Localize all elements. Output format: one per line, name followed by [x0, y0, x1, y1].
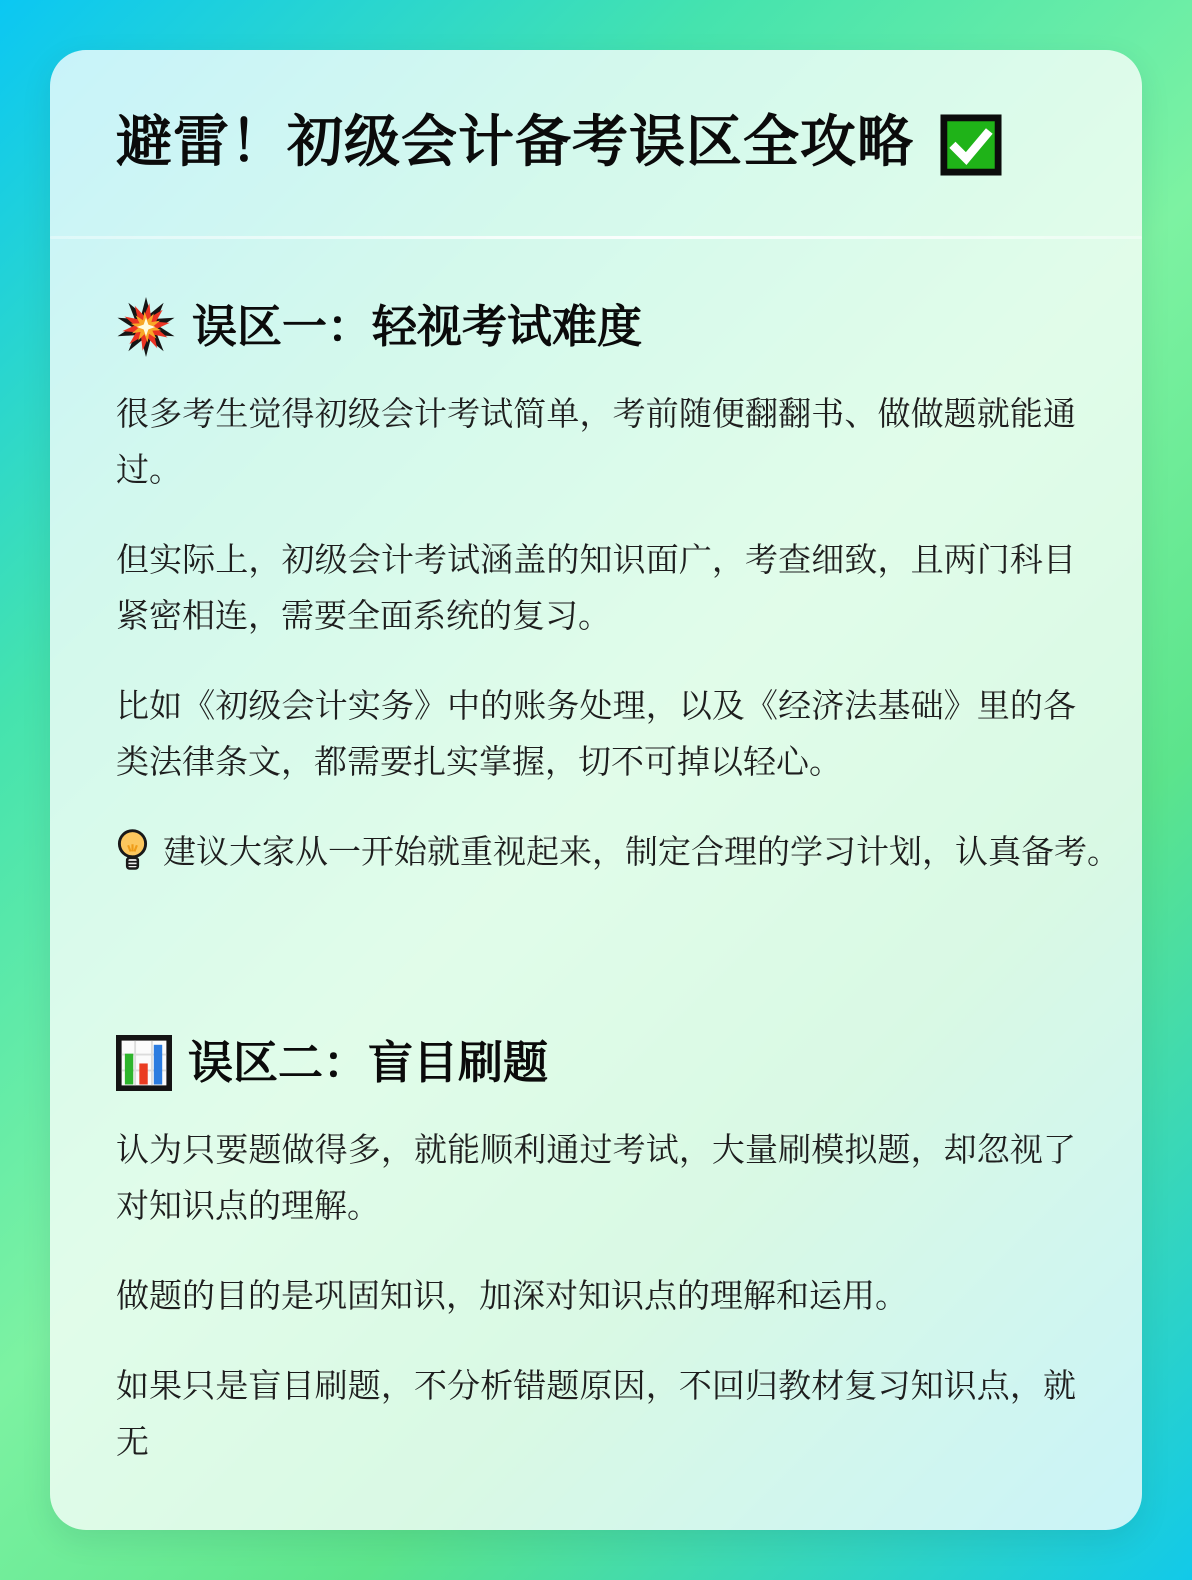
- collision-icon: [116, 297, 176, 357]
- section-1-heading-text: 误区一：轻视考试难度: [192, 302, 643, 352]
- section-2-heading: [116, 1031, 1076, 1095]
- paragraph: 但实际上，初级会计考试涵盖的知识面广，考查细致，且两门科目紧密相连，需要全面系统的复习。: [116, 543, 1076, 635]
- content-card: [50, 50, 1142, 1530]
- paragraph: 如果只是盲目刷题，不分析错题原因，不回归教材复习知识点，就无: [116, 1369, 1076, 1461]
- section-2-heading-text: 误区二：盲目刷题: [188, 1038, 549, 1088]
- section-mistake-2: [116, 1031, 1076, 1471]
- tip-text: 建议大家从一开始就重视起来，制定合理的学习计划，认真备考。: [163, 835, 1120, 871]
- section-1-heading: [116, 295, 1076, 359]
- paragraph: 很多考生觉得初级会计考试简单，考前随便翻翻书、做做题就能通过。: [116, 397, 1076, 489]
- paragraph: 做题的目的是巩固知识，加深对知识点的理解和运用。: [116, 1279, 908, 1315]
- section-mistake-1: [116, 295, 1120, 881]
- page-title: [116, 110, 1076, 176]
- tip-line: [116, 825, 1120, 881]
- paragraph: 认为只要题做得多，就能顺利通过考试，大量刷模拟题，却忽视了对知识点的理解。: [116, 1133, 1076, 1225]
- page-title-text: 避雷！初级会计备考误区全攻略: [116, 112, 914, 174]
- light-bulb-icon: [116, 828, 149, 877]
- check-mark-icon: [940, 114, 1002, 176]
- paragraph: 比如《初级会计实务》中的账务处理，以及《经济法基础》里的各类法律条文，都需要扎实掌握，切不可掉以轻心。: [116, 689, 1076, 781]
- title-divider: [50, 236, 1142, 239]
- bar-chart-icon: [116, 1035, 172, 1091]
